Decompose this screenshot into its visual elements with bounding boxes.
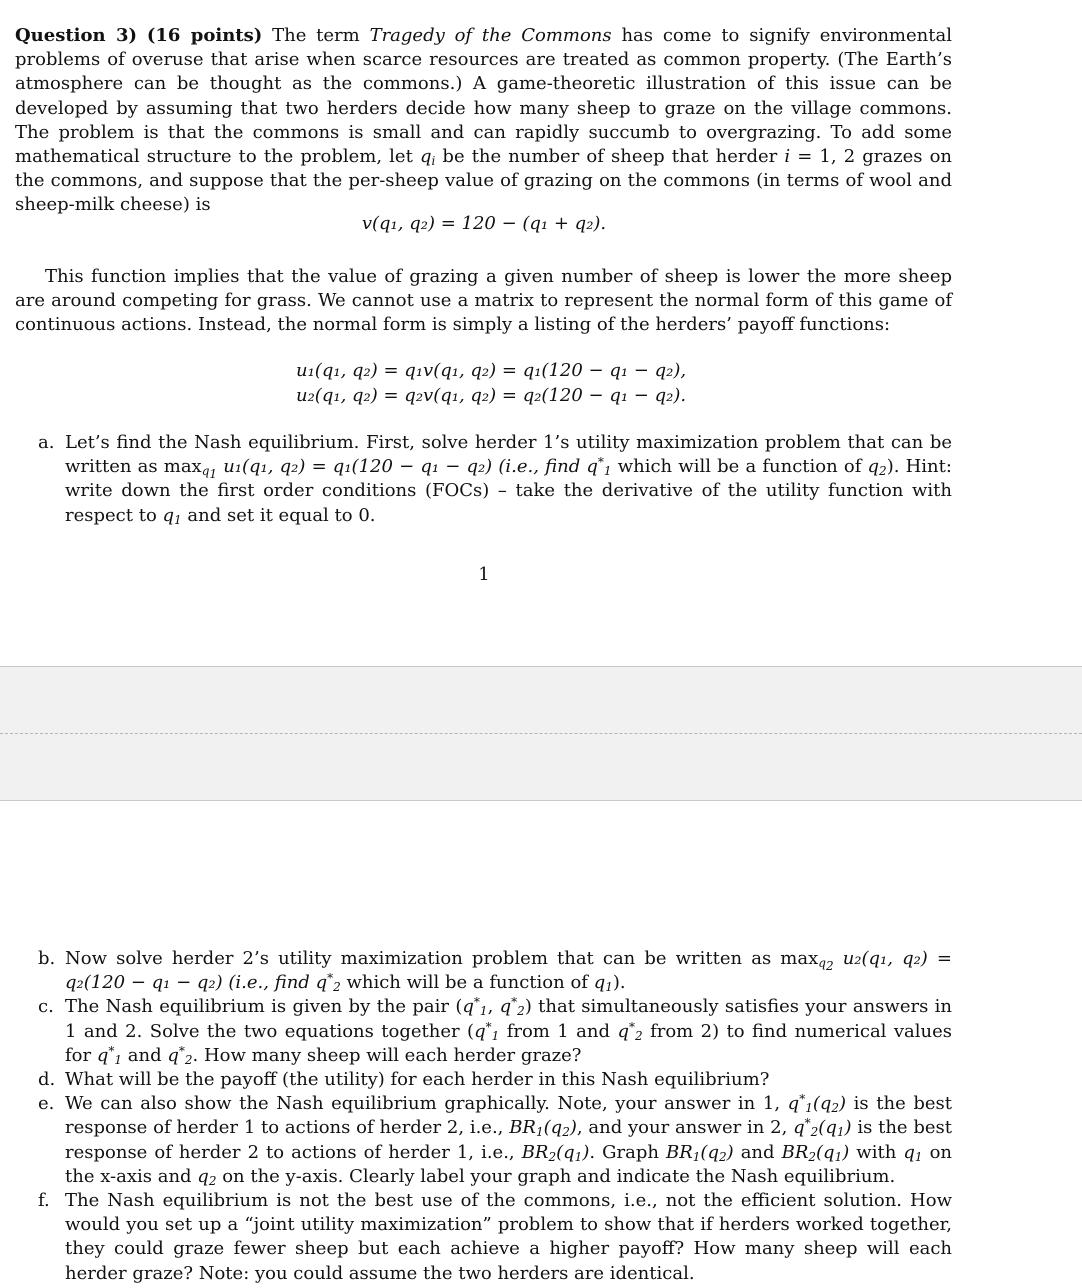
item-text: What will be the payoff (the utility) for each herder in this Nash equilibrium? xyxy=(65,1069,770,1091)
payoff-equation-2: u₂(q₁, q₂) = q₂v(q₁, q₂) = q₂(120 − q₁ − q₂). xyxy=(296,385,687,406)
page-break-line xyxy=(0,733,1082,734)
item-marker: a. xyxy=(38,432,55,453)
question-label: Question 3) xyxy=(15,25,138,46)
question-item-a xyxy=(38,431,952,528)
item-text: which will be a function of xyxy=(617,456,862,478)
item-text: . Graph xyxy=(589,1141,659,1163)
item-text: ). xyxy=(612,972,626,994)
page-gap xyxy=(0,666,1082,801)
item-marker: e. xyxy=(38,1093,55,1115)
math-q1-star: $q^*_1$ xyxy=(462,995,488,1019)
math-q2-star: $q^*_2$ xyxy=(167,1043,193,1067)
item-text: and xyxy=(127,1044,162,1066)
term-tragedy-of-commons: Tragedy of the Commons xyxy=(369,25,612,46)
question-item-b xyxy=(38,947,952,995)
item-marker: b. xyxy=(38,948,56,969)
math-q1-star: $q^*_1$ xyxy=(474,1019,500,1043)
question-list-parts-b-f xyxy=(38,947,952,1286)
math-q1: $q_1$ xyxy=(593,972,613,995)
intro-text-2: has come to signify environmental problems of overuse that arise when scarce resources are treated as common property. (The Earth’s atmosphere can be thought as the commons.) A game-theoretic illustration of this issue can be developed by assuming that two herders decide how many sheep to graze on the village commons. The problem is that the commons is small and can rapidly succumb to overgrazing. To add some mathematical structure to the problem, let xyxy=(15,25,952,168)
math-q: $q_i$ xyxy=(419,146,436,169)
item-text: on the y-axis. Clearly label your graph and indicate the Nash equilibrium. xyxy=(222,1165,896,1187)
item-text: which will be a function of xyxy=(346,972,588,994)
math-q2-star: $q^*_2$ xyxy=(617,1019,643,1043)
item-text: u₁(q₁, q₂) = q₁(120 − q₁ − q₂) (i.e., find xyxy=(223,456,581,478)
payoff-equation-1: u₁(q₁, q₂) = q₁v(q₁, q₂) = q₁(120 − q₁ − q₂), xyxy=(296,360,687,381)
question-item-e xyxy=(38,1092,952,1189)
math-i: i xyxy=(784,146,791,168)
question-intro-paragraph xyxy=(15,24,952,218)
math-br2-q1: $BR_2(q_1)$ xyxy=(781,1141,850,1164)
item-marker: f. xyxy=(38,1190,50,1212)
math-q2-star: $q^*_2$ xyxy=(499,995,525,1019)
page-number: 1 xyxy=(478,564,490,585)
math-q1-star: $q^*_1$ xyxy=(586,455,612,479)
item-text: ) that simultaneously satisfies your answers in 1 and 2. Solve the two equations together ( xyxy=(65,996,953,1042)
normal-form-paragraph: This function implies that the value of grazing a given number of sheep is lower the more sheep are around competing for grass. We cannot use a matrix to represent the normal form of this game of continuous actions. Instead, the normal form is simply a listing of the herders’ payoff functions: xyxy=(15,266,952,336)
math-q2-star: $q^*_2$ xyxy=(315,971,341,995)
item-text: with xyxy=(856,1141,897,1163)
item-text: from 2) to find numerical values for xyxy=(65,1020,952,1066)
math-q1: $q_1$ xyxy=(903,1141,923,1164)
math-q1-star: $q^*_1$ xyxy=(96,1043,123,1067)
question-points: (16 points) xyxy=(146,25,263,46)
math-br1-q2: $BR_1(q_2)$ xyxy=(509,1117,577,1140)
math-br1-q2: $BR_1(q_2)$ xyxy=(665,1141,734,1164)
payoff-equations xyxy=(296,358,686,408)
item-text: ). Hint: write down the first order conditions (FOCs) – take the derivative of the utility function with respect to xyxy=(65,456,952,526)
math-q1-star-of-q2: $q^*_1(q_2)$ xyxy=(787,1092,847,1116)
math-subscript: q2 xyxy=(818,956,834,973)
item-text: from 1 and xyxy=(506,1020,611,1042)
intro-text-1: The term xyxy=(272,25,360,46)
question-item-d xyxy=(38,1068,952,1092)
math-q2: $q_2$ xyxy=(867,456,887,479)
math-br2-q1: $BR_2(q_1)$ xyxy=(521,1141,590,1164)
value-function-equation: v(q₁, q₂) = 120 − (q₁ + q₂). xyxy=(361,213,607,234)
item-marker: d. xyxy=(38,1069,56,1091)
item-text: Let’s find the Nash equilibrium. First, solve herder 1’s utility maximization problem that can be written as max xyxy=(65,432,952,478)
question-item-c: c. The Nash equilibrium is given by the pair ($q^*_1$, $q^*_2$) that simultaneously satisfies your answers in 1 and 2. Solve the two equations together ($q^*_1$ from 1 and $q^*_2$ from 2) to find numerical values for $q^*_1$ and $q^*_2$. How many sheep will each herder graze? xyxy=(38,995,953,1067)
item-text: The Nash equilibrium is given by the pair ( xyxy=(65,996,463,1018)
item-text: on the x-axis and xyxy=(65,1141,952,1187)
math-subscript: q1 xyxy=(201,464,218,482)
item-text: . How many sheep will each herder graze? xyxy=(192,1044,582,1066)
question-list-part-a xyxy=(38,431,952,528)
item-text: The Nash equilibrium is not the best use of the commons, i.e., not the efficient solution. How would you set up a “joint utility maximization” problem to show that if herders worked together, they could graze fewer sheep but each achieve a higher payoff? How many sheep will each herder graze? Note: you could assume the two herders are identical. xyxy=(65,1190,952,1284)
question-item-f xyxy=(38,1189,952,1286)
math-q2-star-of-q1: $q^*_2(q_1)$ xyxy=(793,1116,852,1140)
intro-text-3: be the number of sheep that herder xyxy=(442,146,778,168)
item-marker: c. xyxy=(38,996,54,1018)
item-text: u₂(q₁, q₂) = q₂(120 − q₁ − q₂) (i.e., find xyxy=(65,948,953,994)
item-text: and set it equal to 0. xyxy=(187,504,376,526)
item-text: and xyxy=(740,1141,775,1163)
item-text: is the best response of herder 2 to actions of herder 1, i.e., xyxy=(65,1117,953,1163)
item-text: , and your answer in 2, xyxy=(576,1117,788,1139)
item-text: is the best response of herder 1 to actions of herder 2, i.e., xyxy=(65,1093,952,1139)
math-q2: $q_2$ xyxy=(197,1165,217,1188)
math-q1: $q_1$ xyxy=(162,504,182,527)
item-text: Now solve herder 2’s utility maximization problem that can be written as max xyxy=(65,948,819,969)
intro-text-4: = 1, 2 grazes on the commons, and suppose that the per-sheep value of grazing on the commons (in terms of wool and sheep-milk cheese) is xyxy=(15,146,952,216)
item-text: We can also show the Nash equilibrium graphically. Note, your answer in 1, xyxy=(65,1093,781,1115)
